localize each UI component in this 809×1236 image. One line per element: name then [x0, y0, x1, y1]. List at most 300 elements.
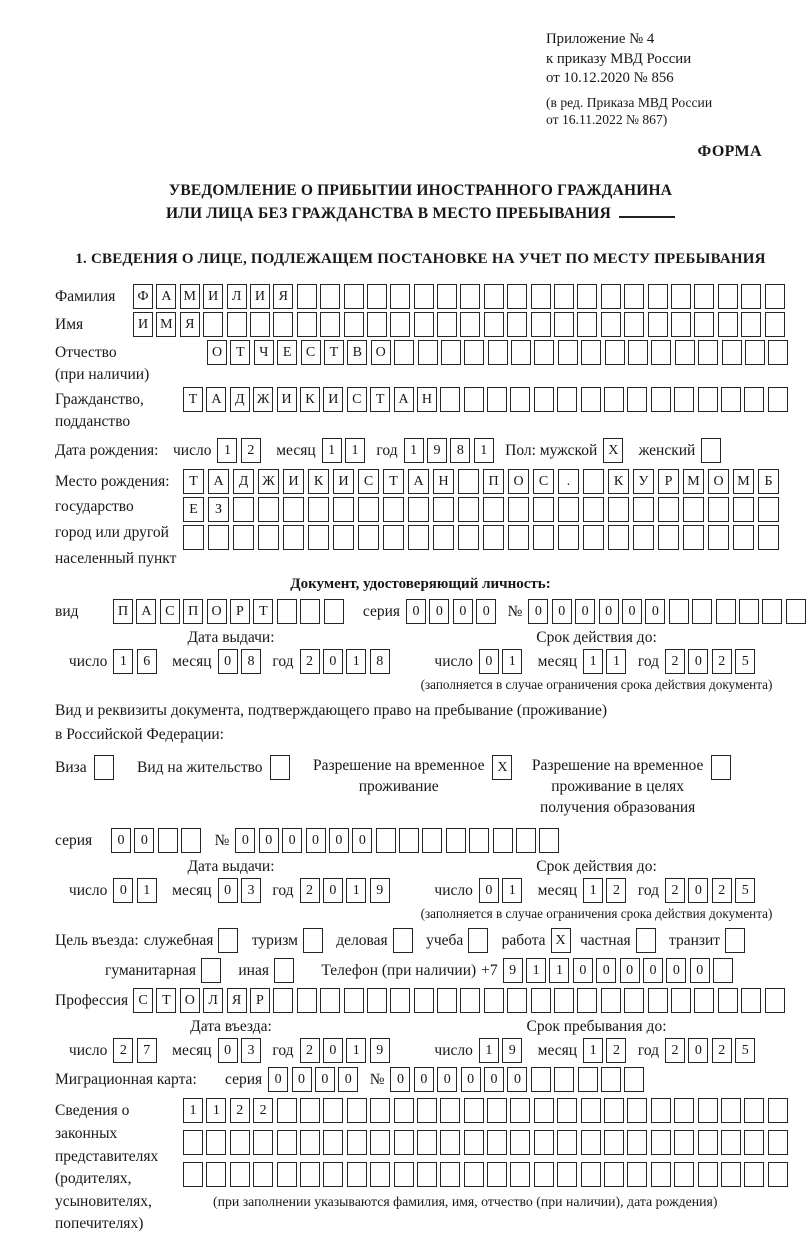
char-cell [488, 340, 508, 365]
char-cell [554, 284, 574, 309]
char-cell [768, 387, 788, 412]
char-cell [277, 1162, 297, 1187]
stay-year-cells [665, 1038, 759, 1063]
char-cell [758, 497, 779, 522]
char-cell [627, 1130, 647, 1155]
char-cell: Ж [258, 469, 279, 494]
char-cell [531, 312, 551, 337]
char-cell [417, 1162, 437, 1187]
char-cell: 8 [241, 649, 261, 674]
stay-until-heading: Срок пребывания до: [526, 1018, 667, 1036]
birth-place-label-line3: город или другой [55, 524, 169, 542]
char-cell: 0 [218, 649, 238, 674]
stay-month-label: месяц [537, 1042, 578, 1060]
char-cell: 7 [137, 1038, 157, 1063]
birth-place-cells-row2 [183, 497, 783, 522]
char-cell: Д [230, 387, 250, 412]
char-cell: 0 [666, 958, 686, 983]
edition-line-2: от 16.11.2022 № 867) [546, 112, 668, 128]
char-cell [605, 340, 625, 365]
identity-doc-heading: Документ, удостоверяющий личность: [290, 576, 551, 593]
birth-place-cells-row1 [183, 469, 783, 494]
char-cell [277, 1098, 297, 1123]
gender-female-label: женский [638, 442, 696, 460]
surname-cells [133, 284, 788, 309]
char-cell [277, 1130, 297, 1155]
char-cell [725, 928, 745, 953]
char-cell: 0 [528, 599, 548, 624]
char-cell [358, 525, 379, 550]
char-cell [258, 525, 279, 550]
char-cell [604, 1130, 624, 1155]
char-cell [578, 1067, 598, 1092]
char-cell: О [207, 599, 227, 624]
birth-year-label: год [376, 442, 398, 460]
char-cell: Т [324, 340, 344, 365]
char-cell [768, 1098, 788, 1123]
representatives-cell-rows [183, 1098, 791, 1210]
char-cell: А [408, 469, 429, 494]
char-cell [323, 1130, 343, 1155]
char-cell [741, 284, 761, 309]
stay-year-label: год [637, 1042, 660, 1060]
char-cell [648, 988, 668, 1013]
char-cell [464, 1130, 484, 1155]
char-cell [601, 312, 621, 337]
char-cell: Д [233, 469, 254, 494]
char-cell [273, 988, 293, 1013]
given-name-label: Имя [55, 316, 84, 334]
char-cell [460, 988, 480, 1013]
char-cell: 0 [476, 599, 496, 624]
res-issue-month-cells [218, 878, 265, 903]
char-cell: 0 [259, 828, 279, 853]
birth-date-row [55, 438, 786, 463]
char-cell [367, 988, 387, 1013]
char-cell: 0 [329, 828, 349, 853]
purpose-business-checkbox [393, 928, 416, 953]
citizenship-row [55, 387, 786, 431]
purpose-work-label: работа [501, 932, 546, 950]
char-cell: Б [758, 469, 779, 494]
entry-date-col [55, 1018, 407, 1063]
char-cell [601, 1067, 621, 1092]
char-cell [671, 312, 691, 337]
char-cell [744, 387, 764, 412]
birth-day-cells [217, 438, 264, 463]
char-cell [383, 497, 404, 522]
char-cell [393, 928, 413, 953]
char-cell [464, 387, 484, 412]
char-cell [250, 312, 270, 337]
char-cell: 0 [643, 958, 663, 983]
migration-number-label: № [369, 1071, 385, 1089]
char-cell [367, 312, 387, 337]
entry-day-label: число [68, 1042, 108, 1060]
birth-place-label-line2: государство [55, 498, 134, 516]
char-cell [558, 525, 579, 550]
char-cell: X [551, 928, 571, 953]
char-cell [253, 1162, 273, 1187]
char-cell [674, 1098, 694, 1123]
char-cell [208, 525, 229, 550]
char-cell: К [608, 469, 629, 494]
identity-issue-row [55, 649, 407, 674]
char-cell: Л [203, 988, 223, 1013]
char-cell: М [156, 312, 176, 337]
char-cell: Р [658, 469, 679, 494]
char-cell [745, 340, 765, 365]
char-cell [320, 988, 340, 1013]
char-cell: X [603, 438, 623, 463]
representatives-label-line5: усыновителях, [55, 1192, 152, 1210]
purpose-study-label: учеба [426, 932, 464, 950]
char-cell: 0 [292, 1067, 312, 1092]
char-cell: 3 [241, 1038, 261, 1063]
doc-kind-label: вид [55, 603, 79, 621]
title-line-2 [55, 202, 786, 225]
char-cell: 9 [427, 438, 447, 463]
entry-year-cells [300, 1038, 394, 1063]
char-cell [483, 525, 504, 550]
char-cell: С [533, 469, 554, 494]
char-cell: И [333, 469, 354, 494]
char-cell [698, 1130, 718, 1155]
char-cell [510, 1098, 530, 1123]
char-cell: О [708, 469, 729, 494]
issue-month-cells [218, 649, 265, 674]
char-cell [358, 497, 379, 522]
char-cell: 0 [235, 828, 255, 853]
char-cell: Р [230, 599, 250, 624]
char-cell [651, 340, 671, 365]
char-cell [508, 497, 529, 522]
residence-intro-line2: в Российской Федерации: [55, 726, 224, 744]
char-cell: 0 [552, 599, 572, 624]
char-cell: 9 [370, 878, 390, 903]
char-cell [577, 312, 597, 337]
birth-place-label [55, 469, 183, 572]
stay-until-col [407, 1018, 786, 1063]
issue-year-cells [300, 649, 394, 674]
char-cell [297, 284, 317, 309]
char-cell [233, 497, 254, 522]
char-cell [390, 312, 410, 337]
char-cell [440, 1098, 460, 1123]
char-cell [741, 312, 761, 337]
birth-month-label: месяц [276, 442, 316, 460]
char-cell [370, 1162, 390, 1187]
char-cell: 3 [241, 878, 261, 903]
residence-number-cells [235, 828, 562, 853]
purpose-transit-label: транзит [668, 932, 721, 950]
char-cell [671, 988, 691, 1013]
res-expiry-year-cells [665, 878, 759, 903]
char-cell [765, 284, 785, 309]
char-cell [437, 312, 457, 337]
birth-date-label: Дата рождения: [55, 442, 159, 460]
char-cell: И [133, 312, 153, 337]
char-cell: 1 [404, 438, 424, 463]
purpose-study-checkbox [468, 928, 491, 953]
char-cell: 0 [688, 1038, 708, 1063]
char-cell [604, 1098, 624, 1123]
char-cell: 0 [406, 599, 426, 624]
char-cell [394, 1098, 414, 1123]
char-cell: 0 [323, 1038, 343, 1063]
char-cell [624, 1067, 644, 1092]
char-cell: И [277, 387, 297, 412]
char-cell [658, 497, 679, 522]
char-cell [344, 312, 364, 337]
char-cell: 9 [502, 1038, 522, 1063]
char-cell [297, 988, 317, 1013]
char-cell [383, 525, 404, 550]
identity-doc-dates [55, 629, 786, 693]
edu-permit-checkbox [711, 755, 734, 780]
char-cell [577, 284, 597, 309]
identity-expiry-col [407, 629, 786, 693]
char-cell [721, 1162, 741, 1187]
char-cell [581, 1130, 601, 1155]
char-cell [417, 1098, 437, 1123]
char-cell [300, 1130, 320, 1155]
char-cell [624, 284, 644, 309]
entry-year-label: год [272, 1042, 294, 1060]
residence-permit-label: Вид на жительство [137, 759, 263, 777]
char-cell: 0 [414, 1067, 434, 1092]
identity-expiry-note: (заполняется в случае ограничения срока действия документа) [420, 677, 773, 693]
char-cell [675, 340, 695, 365]
char-cell [183, 1162, 203, 1187]
appendix-line-1: Приложение № 4 [546, 31, 655, 47]
char-cell [440, 1162, 460, 1187]
representatives-block [55, 1098, 786, 1236]
char-cell [433, 497, 454, 522]
birth-place-block [55, 469, 786, 572]
char-cell: 0 [113, 878, 133, 903]
char-cell [583, 525, 604, 550]
identity-expiry-heading: Срок действия до: [536, 629, 657, 647]
char-cell [683, 497, 704, 522]
char-cell: А [394, 387, 414, 412]
char-cell [765, 988, 785, 1013]
char-cell [376, 828, 396, 853]
char-cell: А [136, 599, 156, 624]
char-cell: Н [433, 469, 454, 494]
char-cell [181, 828, 201, 853]
temp-permit-label [313, 755, 485, 797]
char-cell [768, 1130, 788, 1155]
char-cell [206, 1162, 226, 1187]
char-cell [308, 525, 329, 550]
char-cell: 0 [338, 1067, 358, 1092]
char-cell: 0 [218, 878, 238, 903]
gender-male-label: Пол: мужской [505, 442, 598, 460]
char-cell: 0 [688, 649, 708, 674]
char-cell: Я [180, 312, 200, 337]
char-cell [203, 312, 223, 337]
char-cell [557, 1098, 577, 1123]
birth-place-cells-row3 [183, 525, 783, 550]
char-cell [414, 312, 434, 337]
surname-label: Фамилия [55, 288, 116, 306]
char-cell [507, 988, 527, 1013]
char-cell: К [308, 469, 329, 494]
char-cell: А [206, 387, 226, 412]
char-cell: П [113, 599, 133, 624]
char-cell [733, 497, 754, 522]
char-cell: 0 [111, 828, 131, 853]
char-cell: 1 [137, 878, 157, 903]
phone-cells [503, 958, 737, 983]
char-cell: 9 [370, 1038, 390, 1063]
char-cell [539, 828, 559, 853]
char-cell: О [508, 469, 529, 494]
char-cell: 0 [323, 649, 343, 674]
char-cell [483, 497, 504, 522]
migration-series-cells [268, 1067, 362, 1092]
char-cell [233, 525, 254, 550]
char-cell [718, 312, 738, 337]
char-cell: Е [183, 497, 204, 522]
char-cell [320, 284, 340, 309]
profession-row [55, 988, 786, 1013]
phone-label: Телефон (при наличии) [321, 962, 477, 980]
char-cell [277, 599, 297, 624]
char-cell [648, 312, 668, 337]
char-cell: 0 [690, 958, 710, 983]
edu-permit-line1: Разрешение на временное [531, 757, 704, 775]
char-cell: 2 [241, 438, 261, 463]
patronymic-label-line2: (при наличии) [55, 366, 150, 384]
res-expiry-month-cells [583, 878, 630, 903]
entry-month-cells [218, 1038, 265, 1063]
char-cell: С [347, 387, 367, 412]
char-cell: И [283, 469, 304, 494]
char-cell [721, 387, 741, 412]
char-cell: 1 [479, 1038, 499, 1063]
char-cell [408, 525, 429, 550]
char-cell: 0 [599, 599, 619, 624]
char-cell [484, 988, 504, 1013]
char-cell [206, 1130, 226, 1155]
char-cell: З [208, 497, 229, 522]
birth-year-cells [404, 438, 498, 463]
char-cell [270, 755, 290, 780]
birth-place-cell-rows [183, 469, 783, 553]
edu-permit-line2: проживание в целях [551, 778, 684, 796]
char-cell [487, 1130, 507, 1155]
stay-until-row [407, 1038, 786, 1063]
char-cell [414, 284, 434, 309]
char-cell [671, 284, 691, 309]
char-cell [554, 312, 574, 337]
char-cell [347, 1098, 367, 1123]
char-cell [627, 387, 647, 412]
purpose-other-label: иная [238, 962, 269, 980]
char-cell: И [323, 387, 343, 412]
char-cell [390, 284, 410, 309]
char-cell [469, 828, 489, 853]
char-cell: 1 [345, 438, 365, 463]
char-cell: П [483, 469, 504, 494]
char-cell [534, 1162, 554, 1187]
char-cell [758, 525, 779, 550]
title-blank-line [619, 203, 675, 218]
residence-permit-checkbox [270, 755, 293, 780]
char-cell [347, 1130, 367, 1155]
char-cell: А [208, 469, 229, 494]
char-cell: 2 [665, 649, 685, 674]
char-cell: К [300, 387, 320, 412]
purpose-humanitarian-checkbox [201, 958, 224, 983]
char-cell: У [633, 469, 654, 494]
form-label: ФОРМА [697, 142, 762, 160]
char-cell [440, 387, 460, 412]
temp-permit-line1: Разрешение на временное [312, 757, 485, 775]
char-cell: 1 [346, 878, 366, 903]
char-cell [674, 1130, 694, 1155]
char-cell [721, 1098, 741, 1123]
edition-line-1: (в ред. Приказа МВД России [546, 94, 713, 110]
purpose-tourism-checkbox [303, 928, 326, 953]
char-cell: 1 [346, 1038, 366, 1063]
section1-heading: 1. СВЕДЕНИЯ О ЛИЦЕ, ПОДЛЕЖАЩЕМ ПОСТАНОВКЕ НА УЧЕТ ПО МЕСТУ ПРЕБЫВАНИЯ [75, 251, 766, 268]
purpose-tourism-label: туризм [251, 932, 298, 950]
char-cell: 1 [583, 649, 603, 674]
char-cell [786, 599, 806, 624]
char-cell [651, 387, 671, 412]
char-cell: Т [253, 599, 273, 624]
char-cell [324, 599, 344, 624]
char-cell [694, 284, 714, 309]
char-cell [651, 1130, 671, 1155]
issue-day-cells [113, 649, 160, 674]
char-cell: 1 [183, 1098, 203, 1123]
migration-number-cells [390, 1067, 647, 1092]
purpose-official-checkbox [218, 928, 241, 953]
purpose-official-label: служебная [143, 932, 214, 950]
expiry-day-cells [479, 649, 526, 674]
char-cell [274, 958, 294, 983]
char-cell: 0 [218, 1038, 238, 1063]
char-cell [698, 1162, 718, 1187]
char-cell: . [558, 469, 579, 494]
citizenship-label-line1: Гражданство, [55, 391, 144, 409]
char-cell [510, 1162, 530, 1187]
char-cell [418, 340, 438, 365]
char-cell [716, 599, 736, 624]
form-title [55, 179, 786, 226]
char-cell [669, 599, 689, 624]
char-cell: 1 [526, 958, 546, 983]
patronymic-cells [207, 340, 792, 365]
char-cell [554, 988, 574, 1013]
char-cell [698, 1098, 718, 1123]
char-cell [608, 497, 629, 522]
char-cell [558, 340, 578, 365]
char-cell [390, 988, 410, 1013]
char-cell [507, 312, 527, 337]
char-cell: О [207, 340, 227, 365]
char-cell: 0 [645, 599, 665, 624]
char-cell: О [180, 988, 200, 1013]
char-cell: 0 [596, 958, 616, 983]
doc-number-label: № [507, 603, 523, 621]
char-cell [744, 1162, 764, 1187]
char-cell: 2 [712, 878, 732, 903]
